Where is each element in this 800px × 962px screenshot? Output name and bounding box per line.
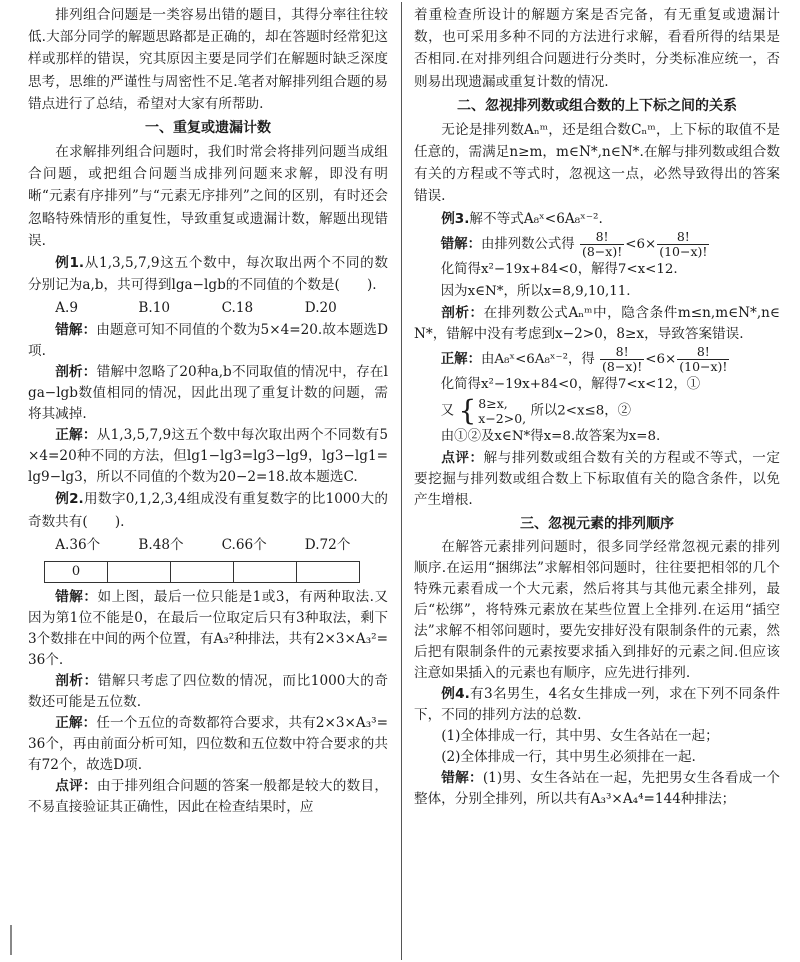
final-answer-line: 由①②及x∈N*得x=8.故答案为x=8. (440, 428, 661, 444)
wrong-conclusion-line: 因为x∈N*，所以x=8,9,10,11. (440, 283, 631, 299)
wrong-label: 错解： (55, 588, 98, 605)
example-2-analysis (28, 671, 388, 713)
comment-label: 点评： (441, 449, 484, 466)
example-1-analysis (28, 362, 388, 425)
analysis-text: 在排列数公式Aₙᵐ中，隐含条件m≤n,m∈N*,n∈N*，错解中没有考虑到x−2>0，8≥x，导致答案错误. (414, 304, 780, 342)
option-b: B.10 (138, 300, 170, 317)
inequality-system: { 8≥x, x−2>0, (458, 393, 527, 427)
option-c: C.18 (221, 300, 254, 317)
solution-text: 从1,3,5,7,9这五个数中每次取出两个不同数有5×4=20种不同的方法，但lg1−lg3=lg3−lg9，lg3−lg1=lg9−lg3，所以不同值的个数为20−2=18.故本题选C. (28, 427, 388, 486)
comment-text: 解与排列数或组合数有关的方程或不等式，一定要挖掘与排列数或组合数上下标取值有关的隐含条件，以免产生增根. (414, 449, 781, 508)
example-3-text: 解不等式A₈ˣ<6A₈ˣ⁻². (469, 210, 603, 227)
analysis-label: 剖析： (55, 364, 97, 381)
example-2-correct-solution (28, 713, 388, 776)
option-d: D.20 (304, 300, 337, 317)
solution-label: 正解： (55, 714, 97, 731)
example-1 (28, 252, 388, 296)
example-1-options (28, 296, 388, 320)
example-1-label: 例1. (55, 255, 85, 272)
example-1-correct-solution (28, 425, 388, 488)
section-1-paragraph: 在求解排列组合问题时，我们时常会将排列问题当成组合问题，或把组合问题当成排列问题来求解，即没有明晰“元素有序排列”与“元素无序排列”之间的区别，有时还会忽略特殊情形的重复性，导致重复或遗漏计数，解题出现错误. (28, 144, 388, 249)
section-2-paragraph: 无论是排列数Aₙᵐ，还是组合数Cₙᵐ，上下标的取值不是任意的，需满足n≥m，m∈N*,n∈N*.在解与排列数或组合数有关的方程或不等式时，忽视这一点，必然导致得出的答案错误. (414, 121, 780, 205)
option-c: C.66个 (221, 536, 267, 553)
solution-text: 任一个五位的奇数都符合要求，共有2×3×A₃³=36个，再由前面分析可知，四位数和五位数中符合要求的共有72个，故选D项. (28, 714, 388, 773)
fraction: $\frac{8!}{(8-x)!}$ (602, 343, 643, 374)
example-4 (414, 684, 780, 726)
wrong-text: 由排列数公式得 (480, 236, 575, 252)
wrong-label: 错解： (55, 322, 97, 339)
analysis-text: 错解只考虑了四位数的情况，而比1000大的奇数还可能是五位数. (28, 672, 389, 710)
grid-cell (234, 561, 297, 582)
grid-cell (108, 561, 171, 582)
fraction: $\frac{8!}{(8-x)!}$ (581, 228, 623, 259)
wrong-text: (1)男、女生各站在一起，先把男女生各看成一个整体，分别全排列，所以共有A₃³×A₄⁴=144种排法； (414, 769, 780, 807)
wrong-label: 错解： (440, 236, 481, 252)
example-4-label: 例4. (441, 685, 470, 702)
solution-text: 由A₈ˣ<6A₈ˣ⁻²，得 (480, 351, 595, 367)
example-2-options (28, 533, 388, 557)
example-4-wrong-solution (414, 768, 780, 810)
example-3-analysis (414, 303, 780, 345)
example-2-wrong-solution (28, 587, 388, 671)
example-3-label: 例3. (441, 210, 470, 227)
example-1-wrong-solution (28, 320, 388, 362)
solution-label: 正解： (55, 427, 97, 444)
analysis-label: 剖析： (55, 672, 98, 689)
continued-paragraph: 着重检查所设计的解题方案是否完备，有无重复或遗漏计数，也可采用多种不同的方法进行求解，看看所得的结果是否相同.在对排列组合问题进行分类时，分类标准应统一，否则易出现遗漏或重复计数的情况. (414, 7, 780, 90)
grid-cell (171, 561, 234, 582)
example-2-text: 用数字0,1,2,3,4组成没有重复数字的比1000大的奇数共有( ). (28, 491, 389, 530)
grid-cell: 0 (45, 561, 108, 582)
section-1-title: 一、重复或遗漏计数 (145, 120, 271, 137)
digit-grid (44, 561, 360, 583)
intro-paragraph: 排列组合问题是一类容易出错的题目，其得分率往往较低.大部分同学的解题思路都是正确的，却在答题时经常犯这样或那样的错误，究其原因主要是同学们在解题时缺乏深度思考，思维的严谨性与周密性不足.笔者对解排列组合题的易错点进行了总结，希望对大家有所帮助. (28, 7, 388, 112)
example-2-comment (28, 776, 388, 818)
fraction: $\frac{8!}{(10-x)!}$ (659, 228, 708, 259)
column-divider (401, 2, 402, 960)
correct-simplify-line: 化简得x²−19x+84<0，解得7<x<12，① (440, 376, 701, 392)
section-3-title: 三、忽视元素的排列顺序 (520, 515, 674, 532)
wrong-label: 错解： (441, 769, 483, 786)
comment-text: 由于排列组合问题的答案一般都是较大的数目，不易直接验证其正确性，因此在检查结果时，应 (28, 777, 389, 815)
analysis-label: 剖析： (441, 304, 484, 321)
example-3 (414, 208, 780, 230)
wrong-text: 由题意可知不同值的个数为5×4=20.故本题选D项. (28, 322, 388, 360)
option-d: D.72个 (304, 536, 351, 553)
example-2 (28, 488, 388, 532)
example-4-text: 有3名男生，4名女生排成一列，求在下列不同条件下，不同的排列方法的总数. (414, 685, 781, 723)
margin-mark (10, 925, 12, 955)
example-3-comment (414, 448, 780, 511)
example-3-correct-formula: 正解：由A₈ˣ<6A₈ˣ⁻²，得 $\frac{8!}{(8-x)!}$ <6× $\frac{8!}{(10-x)!}$ (440, 343, 728, 374)
wrong-text: 如上图，最后一位只能是1或3，有两种取法.又因为第1位不能是0，在最后一位取定后只有3种取法，剩下3个数排在中间的两个位置，有A₃²种排法，共有2×3×A₃²=36个. (28, 588, 388, 668)
fraction: $\frac{8!}{(10-x)!}$ (679, 343, 728, 374)
comment-label: 点评： (55, 777, 97, 794)
example-2-label: 例2. (55, 491, 84, 508)
example-3-wrong-formula: 错解：由排列数公式得 $\frac{8!}{(8-x)!}$ <6× $\frac{8!}{(10-x)!}$ (440, 228, 708, 259)
analysis-text: 错解中忽略了20种a,b不同取值的情况中，存在lga−lgb数值相同的情况，因此出现了重复计数的问题，需将其减掉. (28, 364, 389, 423)
solution-label: 正解： (440, 351, 481, 367)
option-a: A.9 (55, 300, 78, 317)
option-b: B.48个 (138, 536, 184, 553)
example-4-question-1: (1)全体排成一行，其中男、女生各站在一起； (441, 727, 719, 744)
section-2-title: 二、忽视排列数或组合数的上下标之间的关系 (457, 97, 737, 114)
right-column (414, 4, 780, 810)
left-column (28, 4, 388, 818)
brace-icon: { (458, 393, 477, 427)
section-3-paragraph: 在解答元素排列问题时，很多同学经常忽视元素的排列顺序.在运用“捆绑法”求解相邻问题时，往往要把相邻的几个特殊元素看成一个大元素，然后将其与其他元素全排列，最后“松绑”，将特殊元素放在某些位置上全排列.在运用“插空法”求解不相邻问题时，要先安排好没有限制条件的元素，然后把有限制条件的元素按要求插入到排好的元素之间.但应该注意如果插入的元素也有顺序，应先进行排列. (414, 538, 780, 681)
inequality-system-line: 又 { 8≥x, x−2>0, 所以2<x≤8，② (440, 393, 632, 427)
example-1-text: 从1,3,5,7,9这五个数中，每次取出两个不同的数分别记为a,b，共可得到lga−lgb的不同值的个数是( ). (28, 255, 389, 294)
wrong-simplify-line: 化简得x²−19x+84<0，解得7<x<12. (440, 261, 678, 277)
grid-cell (297, 561, 360, 582)
example-4-question-2: (2)全体排成一行，其中男生必须排在一起. (441, 748, 696, 765)
option-a: A.36个 (55, 536, 101, 553)
